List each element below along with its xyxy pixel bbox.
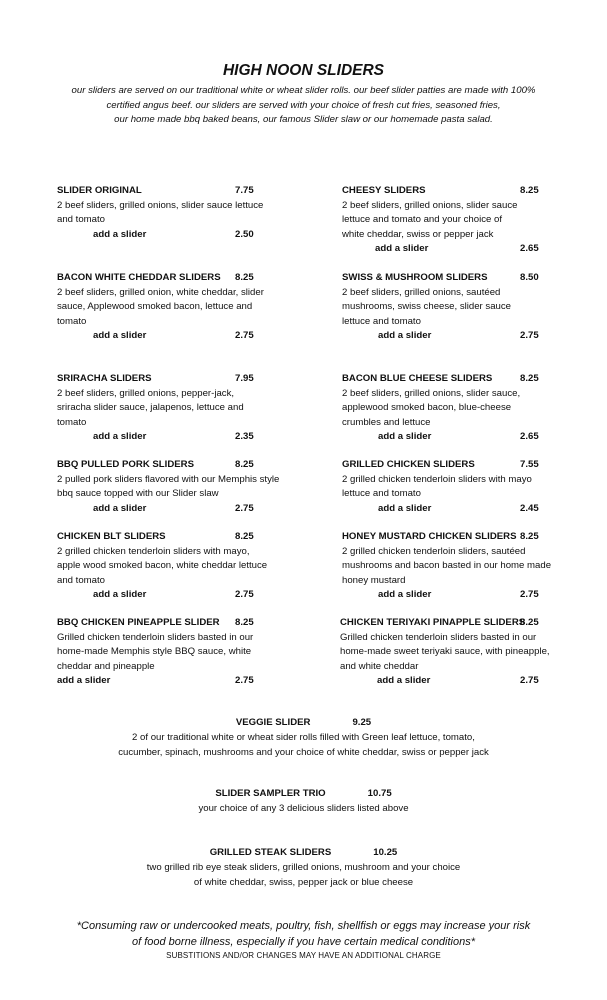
menu-item-grilled-steak-sliders bbox=[0, 846, 607, 890]
item-description: 2 beef sliders, grilled onions, pepper-jack, sriracha slider sauce, jalapenos, lettuce and tomato bbox=[57, 387, 244, 428]
item-price: 8.25 bbox=[235, 459, 254, 470]
item-name: BACON WHITE CHEDDAR SLIDERS bbox=[57, 272, 221, 283]
item-name: SWISS & MUSHROOM SLIDERS bbox=[342, 272, 488, 283]
item-description: 2 pulled pork sliders flavored with our Memphis style bbq sauce topped with our Slider slaw bbox=[57, 473, 280, 500]
menu-item-slider-sampler-trio bbox=[0, 787, 607, 817]
add-slider-label: add a slider bbox=[375, 243, 429, 255]
menu-intro bbox=[20, 84, 587, 128]
item-price: 8.25 bbox=[520, 531, 539, 542]
item-name: SLIDER ORIGINAL bbox=[57, 185, 142, 196]
item-name: GRILLED CHICKEN SLIDERS bbox=[342, 459, 475, 470]
add-slider-price: 2.35 bbox=[235, 431, 254, 443]
item-description: 2 beef sliders, grilled onions, slider sauce, applewood smoked bacon, blue-cheese crumbles and lettuce bbox=[342, 387, 521, 428]
menu-item-bacon-blue-cheese bbox=[342, 372, 539, 445]
item-name: CHICKEN TERIYAKI PINAPPLE SLIDERS bbox=[340, 617, 526, 628]
item-price: 8.25 bbox=[520, 373, 539, 384]
add-slider-price: 2.75 bbox=[520, 675, 539, 687]
item-description: Grilled chicken tenderloin sliders basted in our home-made sweet teriyaki sauce, with pineapple, and white cheddar bbox=[340, 631, 550, 672]
add-slider-price: 2.75 bbox=[520, 589, 539, 601]
add-slider-label: add a slider bbox=[378, 502, 432, 514]
menu-item-grilled-chicken bbox=[342, 458, 554, 516]
item-price: 7.95 bbox=[235, 373, 254, 384]
menu-item-slider-original bbox=[57, 184, 272, 242]
item-name: BBQ PULLED PORK SLIDERS bbox=[57, 459, 194, 470]
item-price: 9.25 bbox=[352, 717, 372, 728]
add-slider-label: add a slider bbox=[57, 675, 111, 687]
item-name: BBQ CHICKEN PINEAPPLE SLIDER bbox=[57, 617, 220, 628]
menu-footer bbox=[0, 918, 607, 962]
item-name: CHEESY SLIDERS bbox=[342, 185, 426, 196]
item-description: 2 beef sliders, grilled onions, slider sauce lettuce and tomato and your choice of white cheddar, swiss or pepper jack bbox=[342, 199, 518, 240]
menu-item-bbq-pulled-pork bbox=[57, 458, 282, 516]
item-description: 2 grilled chicken tenderloin sliders with mayo, apple wood smoked bacon, white cheddar lettuce and tomato bbox=[57, 545, 268, 586]
item-description: 2 beef sliders, grilled onions, slider sauce lettuce and tomato bbox=[57, 199, 264, 226]
item-description: 2 beef sliders, grilled onion, white cheddar, slider sauce, Applewood smoked bacon, lettuce and tomato bbox=[57, 286, 264, 327]
menu-item-cheesy bbox=[342, 184, 539, 257]
item-price: 8.25 bbox=[520, 185, 539, 196]
intro-line: our home made bbq baked beans, our famous Slider slaw or our homemade pasta salad. bbox=[114, 114, 493, 125]
item-name: GRILLED STEAK SLIDERS bbox=[209, 847, 332, 858]
add-slider-price: 2.75 bbox=[235, 330, 254, 342]
add-slider-price: 2.75 bbox=[235, 502, 254, 514]
item-price: 8.50 bbox=[520, 272, 539, 283]
item-name: VEGGIE SLIDER bbox=[235, 717, 311, 728]
intro-line: our sliders are served on our traditional white or wheat slider rolls. our beef slider patties are made with 100% bbox=[71, 85, 536, 96]
intro-line: certified angus beef. our sliders are served with your choice of fresh cut fries, seasoned fries, bbox=[106, 99, 501, 111]
item-price: 8.25 bbox=[235, 272, 254, 283]
item-description: 2 grilled chicken tenderloin sliders, sautéed mushrooms and bacon basted in our home made honey mustard bbox=[342, 545, 552, 586]
add-slider-price: 2.65 bbox=[520, 431, 539, 443]
item-price: 7.75 bbox=[235, 185, 254, 196]
food-safety-warning bbox=[0, 918, 607, 950]
item-price: 8.25 bbox=[235, 617, 254, 628]
add-slider-price: 2.45 bbox=[520, 502, 539, 514]
menu-item-bacon-white-cheddar bbox=[57, 271, 267, 344]
item-name: SRIRACHA SLIDERS bbox=[57, 373, 152, 384]
menu-item-bbq-chicken-pineapple bbox=[57, 616, 272, 689]
item-name: CHICKEN BLT SLIDERS bbox=[57, 531, 166, 542]
add-slider-price: 2.75 bbox=[235, 589, 254, 601]
item-description: 2 beef sliders, grilled onions, sautéed mushrooms, swiss cheese, slider sauce lettuce and tomato bbox=[342, 286, 512, 327]
warning-line: *Consuming raw or undercooked meats, poultry, fish, shellfish or eggs may increase your risk bbox=[76, 920, 531, 932]
add-slider-label: add a slider bbox=[93, 330, 147, 342]
item-description-line: two grilled rib eye steak sliders, grilled onions, mushroom and your choice bbox=[146, 861, 461, 873]
add-slider-price: 2.75 bbox=[520, 330, 539, 342]
add-slider-label: add a slider bbox=[378, 589, 432, 601]
item-name: SLIDER SAMPLER TRIO bbox=[215, 788, 326, 799]
menu-item-chicken-blt bbox=[57, 530, 275, 603]
add-slider-label: add a slider bbox=[93, 228, 147, 240]
item-price: 10.75 bbox=[367, 788, 392, 799]
add-slider-price: 2.50 bbox=[235, 228, 254, 240]
item-name: BACON BLUE CHEESE SLIDERS bbox=[342, 373, 493, 384]
add-slider-price: 2.65 bbox=[520, 243, 539, 255]
menu-item-chicken-teriyaki-pinapple bbox=[340, 616, 555, 689]
substitutions-note: SUBSTITIONS AND/OR CHANGES MAY HAVE AN ADDITIONAL CHARGE bbox=[166, 951, 441, 960]
item-description: 2 grilled chicken tenderloin sliders with mayo lettuce and tomato bbox=[342, 473, 532, 500]
item-description: Grilled chicken tenderloin sliders basted in our home-made Memphis style BBQ sauce, white cheddar and pineapple bbox=[57, 631, 254, 672]
warning-line: of food borne illness, especially if you have certain medical conditions* bbox=[131, 936, 476, 948]
item-price: 10.25 bbox=[373, 847, 398, 858]
menu-title: HIGH NOON SLIDERS bbox=[222, 62, 385, 79]
item-description-line: 2 of our traditional white or wheat sider rolls filled with Green leaf lettuce, tomato, bbox=[132, 731, 475, 743]
menu-item-honey-mustard-chicken bbox=[342, 530, 552, 603]
item-price: 8.25 bbox=[520, 617, 539, 628]
add-slider-label: add a slider bbox=[93, 589, 147, 601]
add-slider-label: add a slider bbox=[378, 330, 432, 342]
menu-item-veggie-slider bbox=[0, 716, 607, 760]
add-slider-label: add a slider bbox=[378, 431, 432, 443]
add-slider-label: add a slider bbox=[93, 431, 147, 443]
menu-item-sriracha bbox=[57, 372, 254, 445]
menu-item-swiss-mushroom bbox=[342, 271, 539, 344]
item-description-line: cucumber, spinach, mushrooms and your choice of white cheddar, swiss or pepper jack bbox=[118, 746, 489, 758]
add-slider-price: 2.75 bbox=[235, 675, 254, 687]
add-slider-label: add a slider bbox=[377, 675, 431, 687]
item-description-line: your choice of any 3 delicious sliders listed above bbox=[198, 802, 409, 814]
add-slider-label: add a slider bbox=[93, 502, 147, 514]
item-name: HONEY MUSTARD CHICKEN SLIDERS bbox=[342, 531, 517, 542]
item-description-line: of white cheddar, swiss, pepper jack or blue cheese bbox=[193, 876, 414, 888]
item-price: 7.55 bbox=[520, 459, 539, 470]
item-price: 8.25 bbox=[235, 531, 254, 542]
